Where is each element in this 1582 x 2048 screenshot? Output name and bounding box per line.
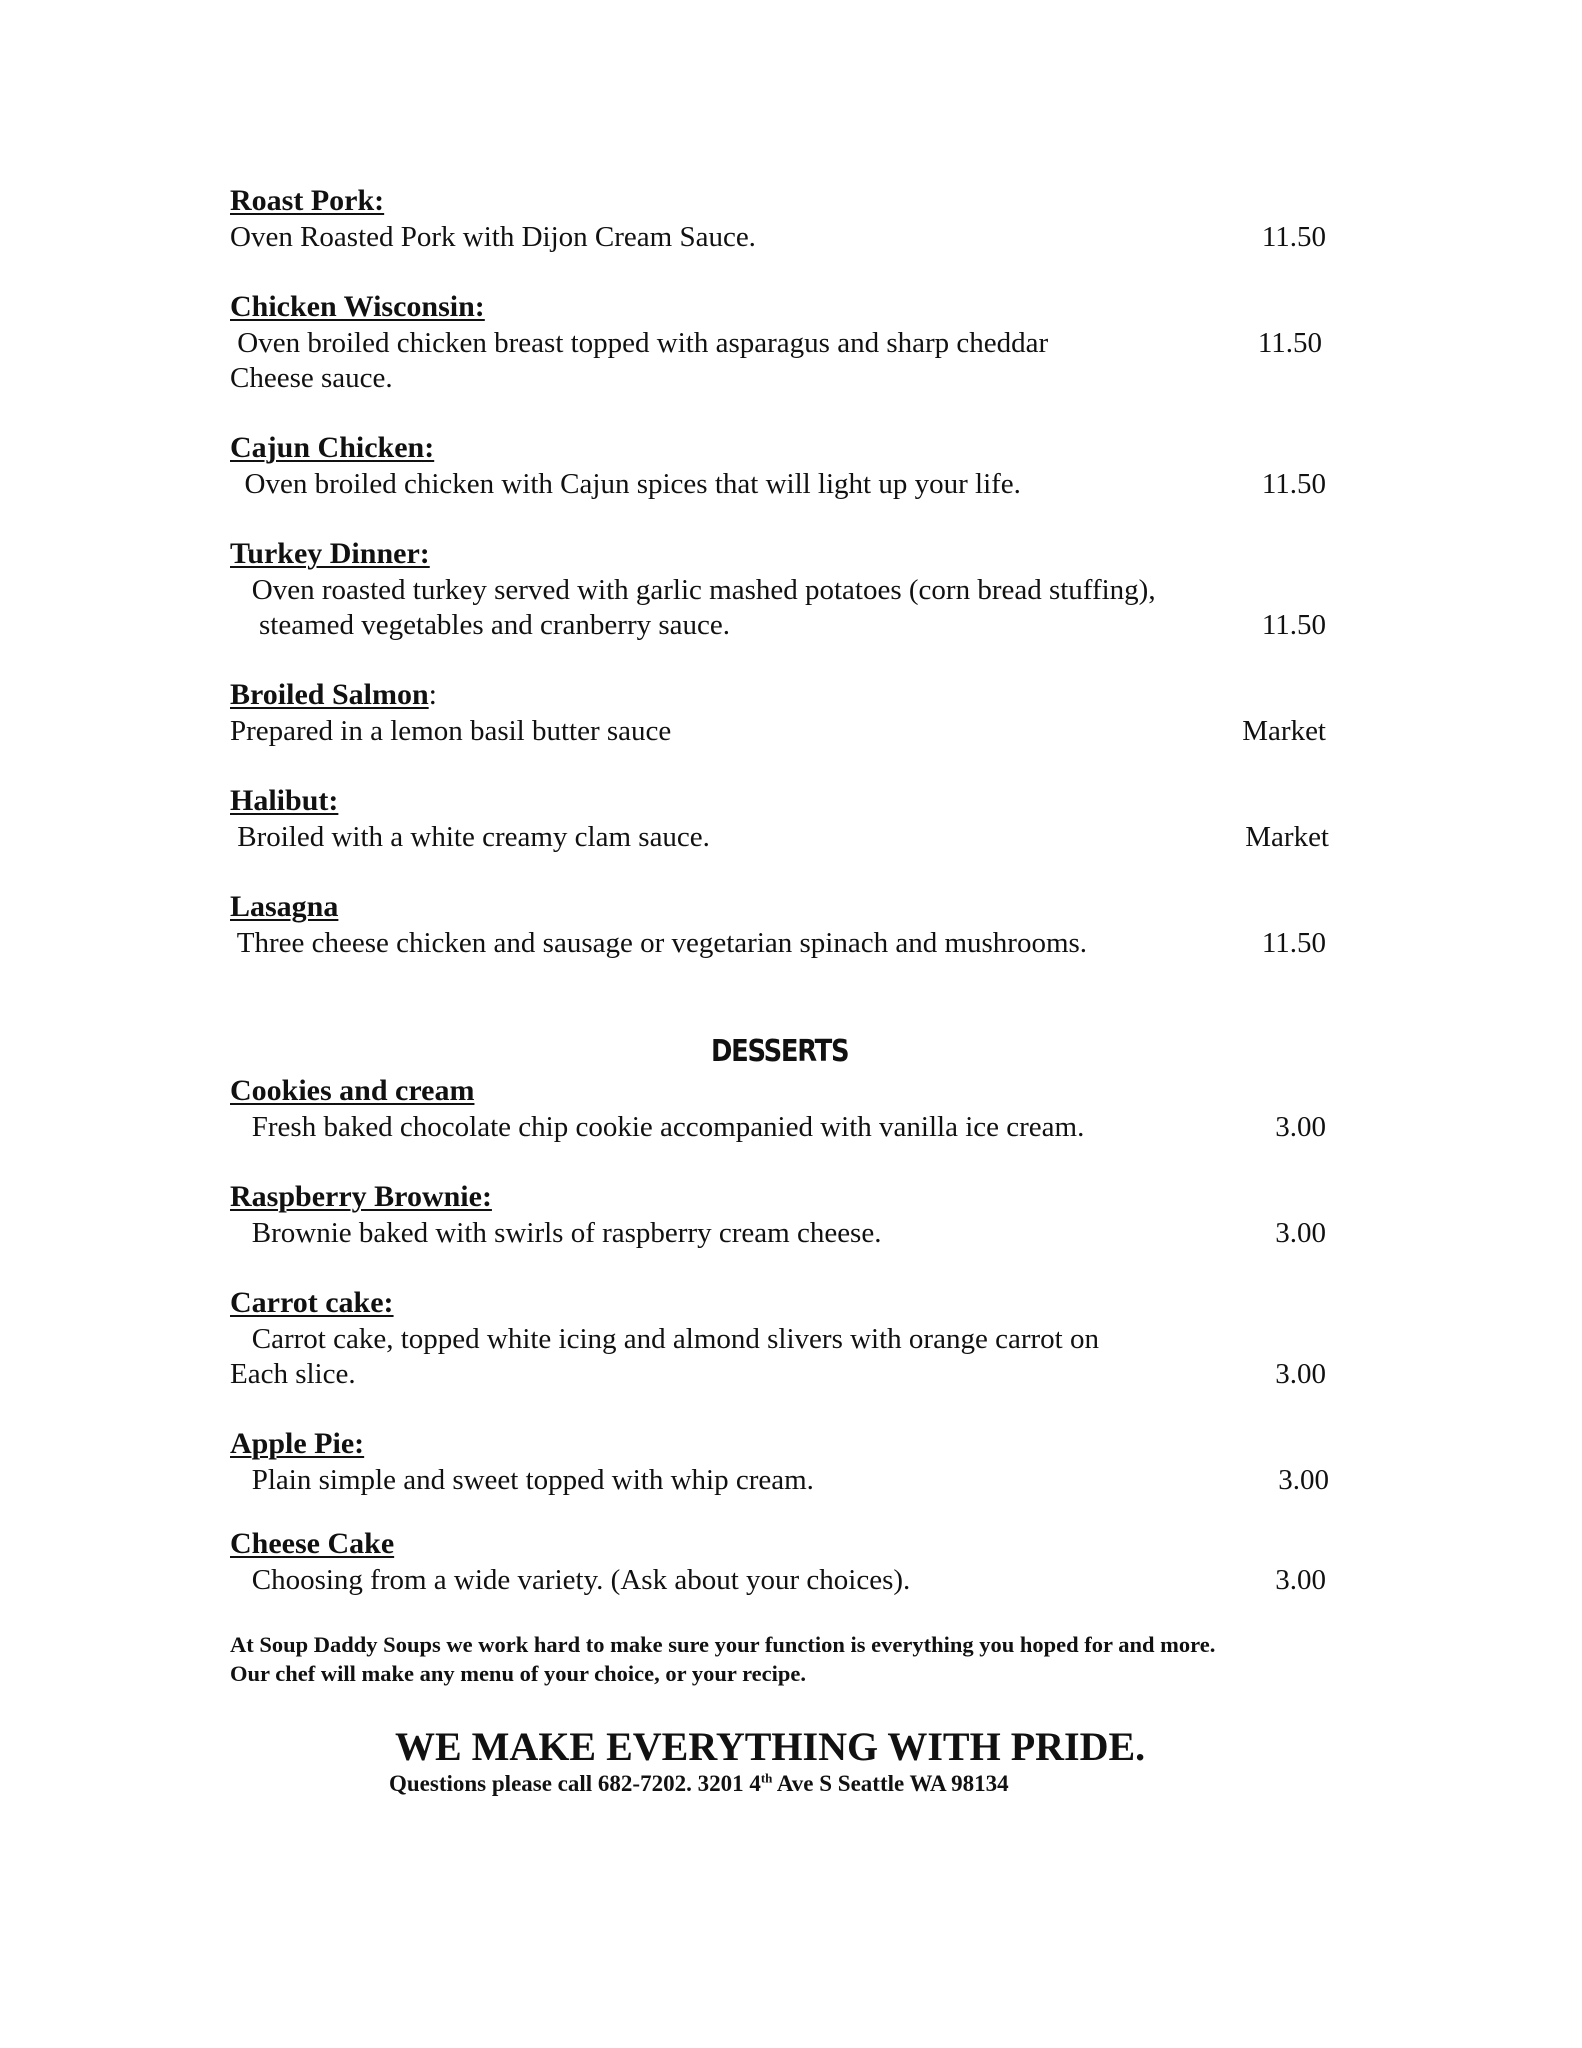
item-description-apple-pie: Plain simple and sweet topped with whip cream. [230,1464,814,1496]
item-description-lasagna: Three cheese chicken and sausage or vegetarian spinach and mushrooms. [230,927,1088,959]
item-price-chicken-wisconsin: 11.50 [1257,327,1322,359]
item-title-cheese-cake: Cheese Cake [230,1527,395,1560]
item-title-turkey-dinner: Turkey Dinner: [230,537,430,570]
item-price-broiled-salmon: Market [1242,715,1326,747]
contact-info [389,1769,1009,1799]
item-description-cheese-cake: Choosing from a wide variety. (Ask about your choices). [230,1564,911,1596]
item-title-lasagna: Lasagna [230,890,339,923]
notice-line-1: At Soup Daddy Soups we work hard to make sure your function is everything you hoped for and more. [230,1632,1216,1657]
item-description-carrot-cake-cont: Each slice. [230,1358,356,1390]
item-title-raspberry-brownie: Raspberry Brownie: [230,1180,492,1213]
item-title-chicken-wisconsin: Chicken Wisconsin: [230,290,485,323]
item-price-cajun-chicken: 11.50 [1261,468,1326,500]
item-price-turkey-dinner: 11.50 [1261,609,1326,641]
item-description-broiled-salmon: Prepared in a lemon basil butter sauce [230,715,672,747]
item-description-turkey-dinner: Oven roasted turkey served with garlic mashed potatoes (corn bread stuffing), [230,574,1156,606]
item-price-halibut: Market [1245,821,1329,853]
item-price-roast-pork: 11.50 [1261,221,1326,253]
notice-line-2: Our chef will make any menu of your choice, or your recipe. [230,1661,807,1686]
item-description-carrot-cake: Carrot cake, topped white icing and almond slivers with orange carrot on [230,1323,1099,1355]
item-title-halibut: Halibut: [230,784,339,817]
item-title-cajun-chicken: Cajun Chicken: [230,431,435,464]
item-title-carrot-cake: Carrot cake: [230,1286,394,1319]
item-price-raspberry-brownie: 3.00 [1275,1217,1326,1249]
item-description-turkey-dinner-cont: steamed vegetables and cranberry sauce. [230,609,731,641]
contact-info-address: Ave S Seattle WA 98134 [772,1771,1009,1796]
item-description-cookies-and-cream: Fresh baked chocolate chip cookie accompanied with vanilla ice cream. [230,1111,1085,1143]
item-title-broiled-salmon-text: Broiled Salmon [230,678,429,711]
item-title-broiled-salmon [230,677,437,713]
desserts-heading: DESSERTS [711,1034,849,1069]
item-description-roast-pork: Oven Roasted Pork with Dijon Cream Sauce. [230,221,756,253]
item-title-apple-pie: Apple Pie: [230,1427,365,1460]
contact-info-ordinal: th [760,1770,773,1786]
item-price-lasagna: 11.50 [1261,927,1326,959]
item-description-halibut: Broiled with a white creamy clam sauce. [230,821,710,853]
item-price-apple-pie: 3.00 [1278,1464,1329,1496]
item-description-cajun-chicken: Oven broiled chicken with Cajun spices that will light up your life. [230,468,1021,500]
item-description-raspberry-brownie: Brownie baked with swirls of raspberry cream cheese. [230,1217,882,1249]
item-description-chicken-wisconsin: Oven broiled chicken breast topped with asparagus and sharp cheddar [230,327,1049,359]
item-title-roast-pork: Roast Pork: [230,184,385,217]
item-title-broiled-salmon-colon: : [428,678,437,711]
item-title-cookies-and-cream: Cookies and cream [230,1074,475,1107]
item-price-cheese-cake: 3.00 [1275,1564,1326,1596]
contact-info-text: Questions please call 682-7202. 3201 4 [389,1771,761,1796]
item-price-cookies-and-cream: 3.00 [1275,1111,1326,1143]
item-price-carrot-cake: 3.00 [1275,1358,1326,1390]
pride-slogan: WE MAKE EVERYTHING WITH PRIDE. [395,1724,1146,1769]
item-description-chicken-wisconsin-cont: Cheese sauce. [230,362,393,394]
